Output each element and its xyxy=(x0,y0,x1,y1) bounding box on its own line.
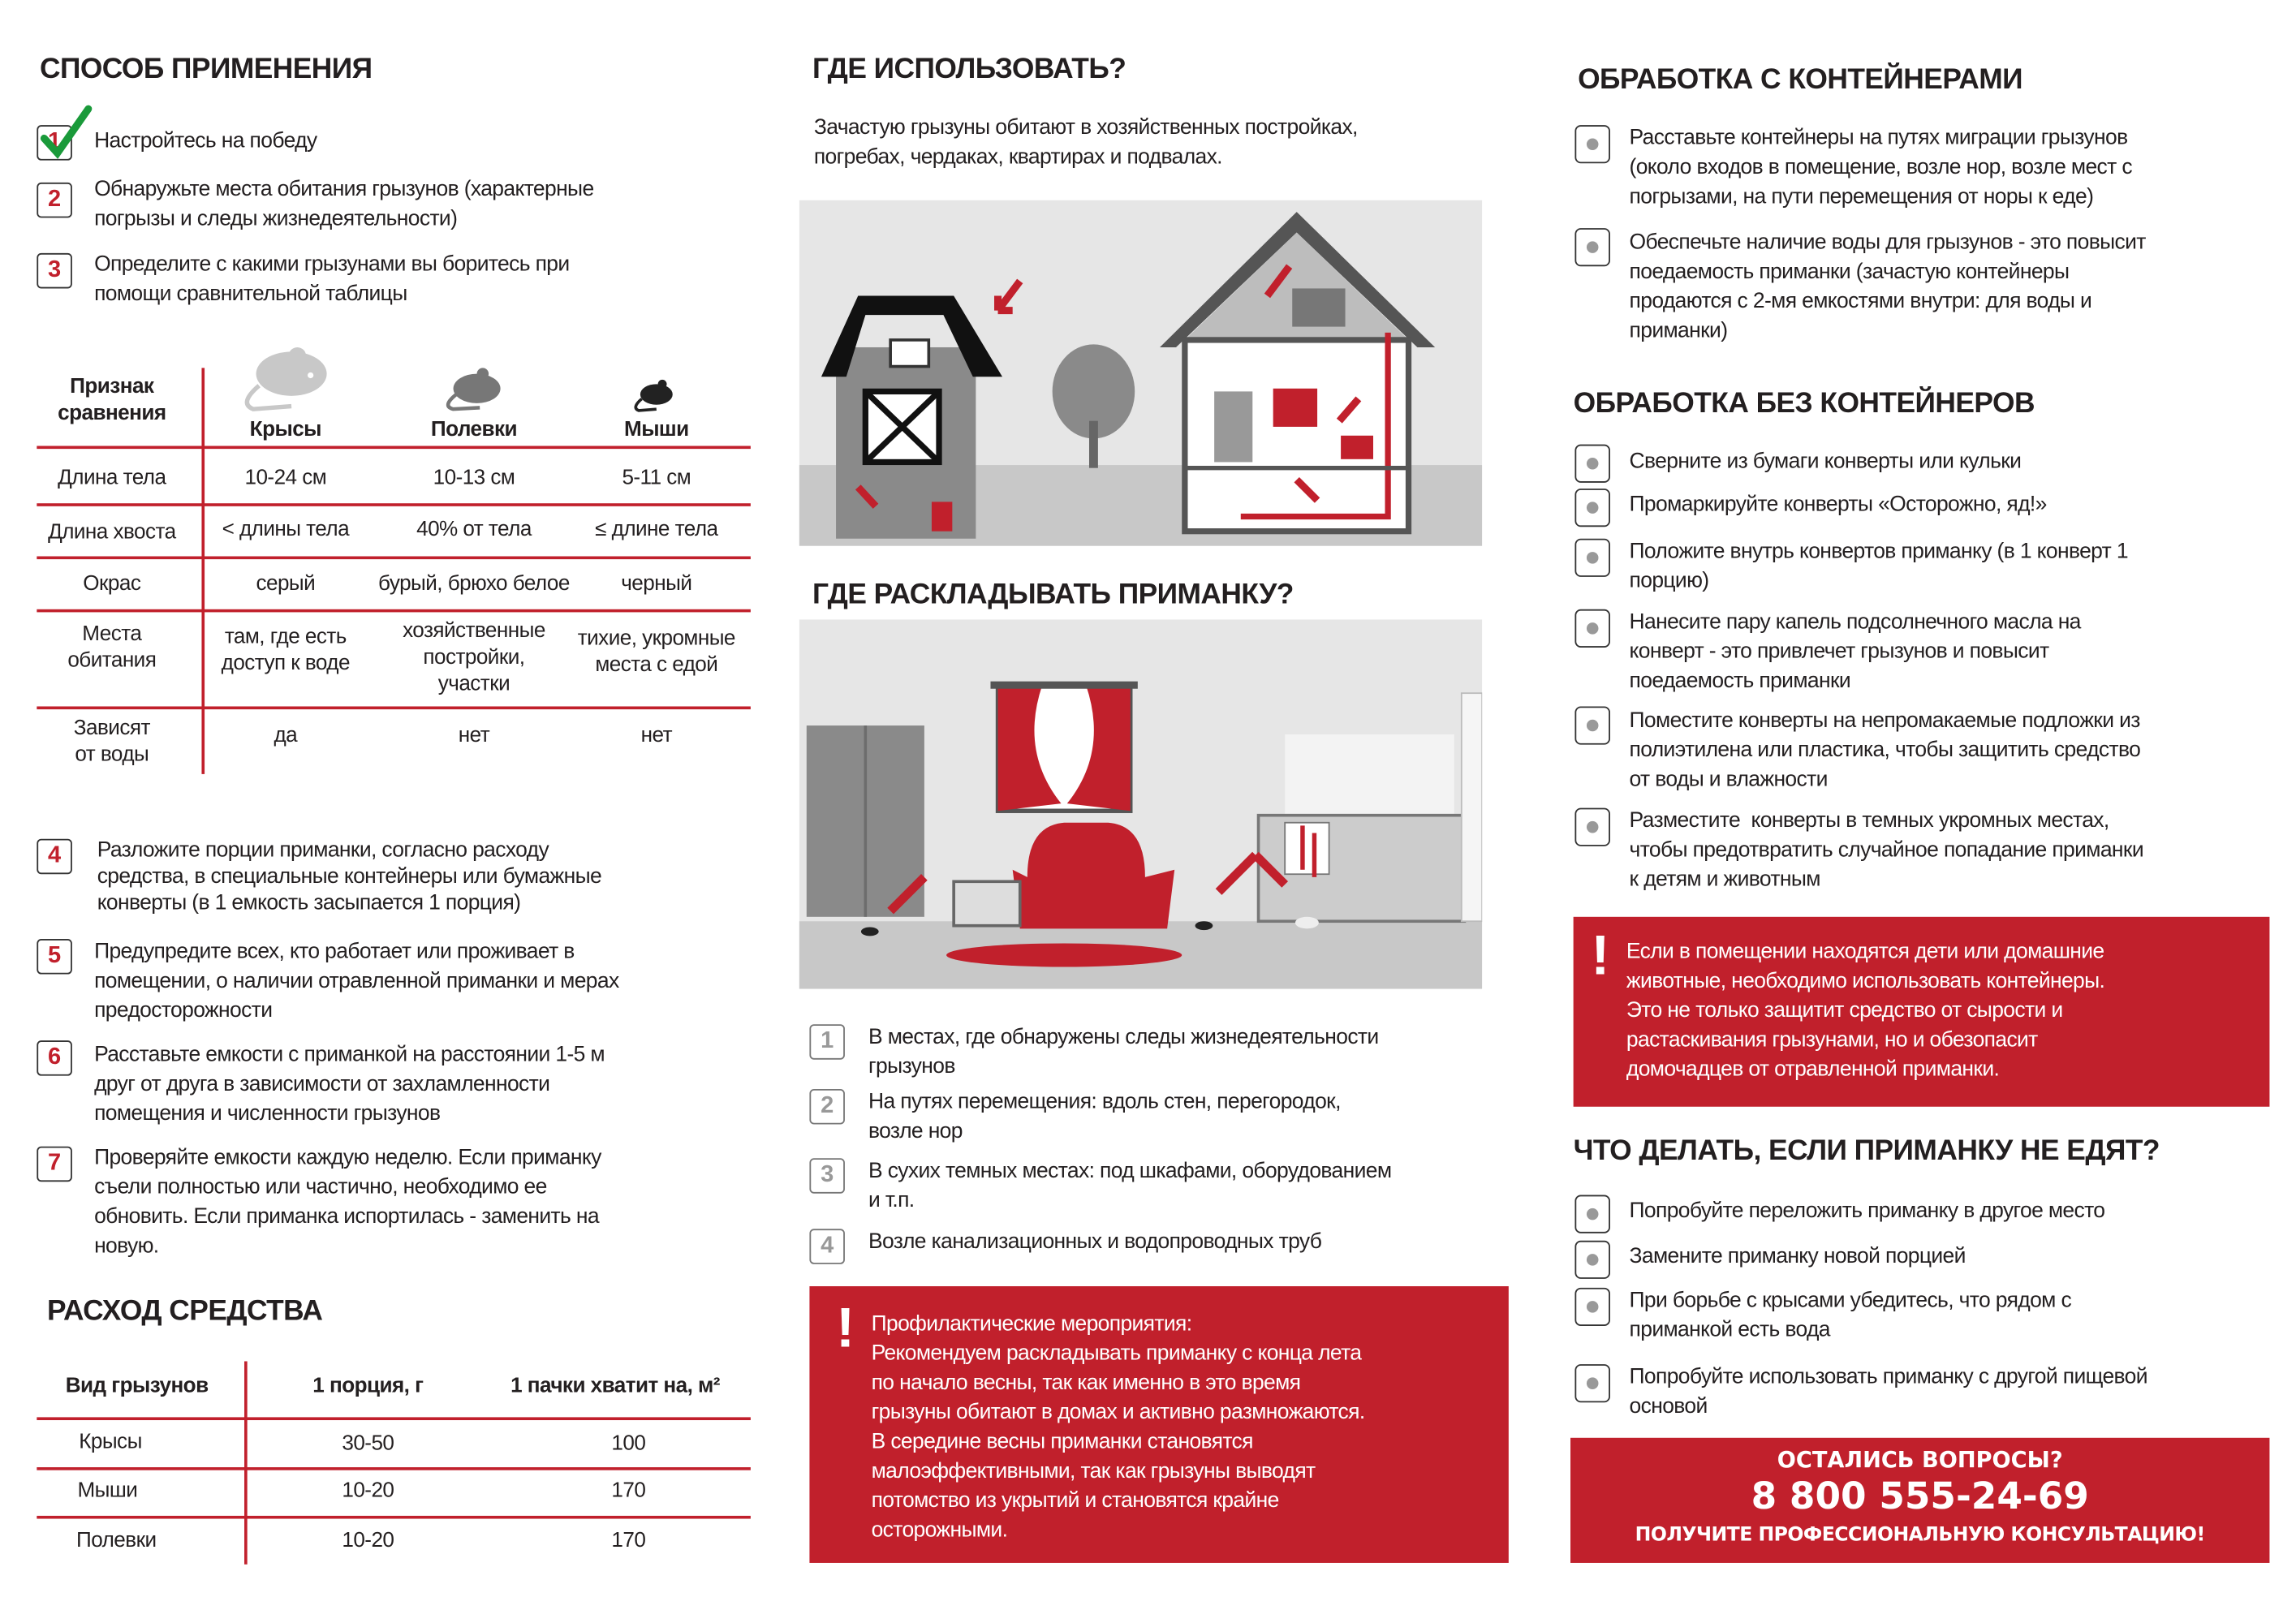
step-text: Разложите порции приманки, согласно расходу средства, в специальные контейнеры или бумажные конверты (в 1 емкость засыпается 1 порция) xyxy=(97,838,602,915)
prevention-notice xyxy=(809,1286,1508,1563)
step-number: 2 xyxy=(37,183,72,218)
bullet-icon xyxy=(1574,808,1610,846)
table-cell: 10-20 xyxy=(342,1479,394,1503)
children-pets-notice xyxy=(1574,917,2270,1107)
table-col-header: Мыши xyxy=(623,418,689,442)
mouse-icon xyxy=(627,377,687,418)
place-number: 4 xyxy=(809,1229,845,1264)
table-col-header: 1 пачки хватит на, м² xyxy=(510,1374,720,1398)
table-cell: черный xyxy=(621,572,692,596)
table-col-header: Вид грызунов xyxy=(65,1374,209,1398)
step-text: Определите с какими грызунами вы боритесь при помощи сравнительной таблицы xyxy=(94,252,570,307)
bullet-text: Разместите конверты в темных укромных местах, чтобы предотвратить случайное попадание приманки к детям и животным xyxy=(1629,809,2143,892)
bullet-icon xyxy=(1574,1241,1610,1279)
table-col-header: 1 порция, г xyxy=(312,1374,424,1398)
bullet-text: Расставьте контейнеры на путях миграции грызунов (около входов в помещение, возле нор, возле мест с погрызами, на пути перемещения от норы к еде) xyxy=(1629,126,2132,209)
table-cell: 10-24 см xyxy=(244,466,327,490)
bullet-icon xyxy=(1574,125,1610,163)
table-cell: Мыши xyxy=(77,1479,138,1503)
row-label: Места обитания xyxy=(67,622,157,673)
bullet-text: Попробуйте переложить приманку в другое место xyxy=(1629,1199,2105,1224)
table-cell: Крысы xyxy=(79,1430,142,1454)
bullet-icon xyxy=(1574,1364,1610,1402)
step-text: Предупредите всех, кто работает или проживает в помещении, о наличии отравленной приманки и мерах предосторожности xyxy=(94,940,619,1023)
step-number: 1 xyxy=(37,125,72,161)
step-text: Обнаружьте места обитания грызунов (характерные погрызы и следы жизнедеятельности) xyxy=(94,178,594,231)
table-header-label: Признак сравнения xyxy=(58,375,166,426)
room-illustration xyxy=(799,619,1482,988)
table-cell: 170 xyxy=(611,1529,646,1553)
vole-icon xyxy=(438,365,512,415)
bullet-icon xyxy=(1574,228,1610,266)
table-col-header: Полевки xyxy=(430,418,518,442)
contact-cta: ПОЛУЧИТЕ ПРОФЕССИОНАЛЬНУЮ КОНСУЛЬТАЦИЮ! xyxy=(1635,1524,2205,1547)
bullet-text: Обеспечьте наличие воды для грызунов - это повысит поедаемость приманки (зачастую контейнеры продаются с 2-мя емкостями внутри: для воды и приманки) xyxy=(1629,230,2146,343)
step-text: Проверяйте емкости каждую неделю. Если приманку съели полностью или частично, необходимо ее обновить. Если приманка испортилась - заменить на новую. xyxy=(94,1146,601,1259)
bullet-text: При борьбе с крысами убедитесь, что рядом с приманкой есть вода xyxy=(1629,1289,2072,1342)
bullet-text: Попробуйте использовать приманку с другой пищевой основой xyxy=(1629,1365,2147,1419)
bullet-text: Поместите конверты на непромакаемые подложки из полиэтилена или пластика, чтобы защитить средство от воды и влажности xyxy=(1629,709,2141,792)
bullet-icon xyxy=(1574,489,1610,527)
contact-question: ОСТАЛИСЬ ВОПРОСЫ? xyxy=(1777,1446,2063,1474)
place-text: В местах, где обнаружены следы жизнедеятельности грызунов xyxy=(868,1026,1379,1079)
step-text: Расставьте емкости с приманкой на расстоянии 1-5 м друг от друга в зависимости от захламленности помещения и численности грызунов xyxy=(94,1043,605,1126)
place-number: 2 xyxy=(809,1089,845,1125)
row-label: Зависят от воды xyxy=(73,717,150,767)
table-cell: нет xyxy=(458,724,490,748)
table-cell: 5-11 см xyxy=(622,466,691,490)
table-cell: 170 xyxy=(611,1479,646,1503)
place-number: 1 xyxy=(809,1024,845,1060)
checkmark-icon xyxy=(36,103,95,162)
bullet-icon xyxy=(1574,539,1610,577)
table-cell: нет xyxy=(640,724,673,748)
table-cell: 40% от тела xyxy=(416,518,532,542)
place-text: В сухих темных местах: под шкафами, оборудованием и т.п. xyxy=(868,1160,1392,1213)
bullet-text: Сверните из бумаги конверты или кульки xyxy=(1629,450,2022,474)
place-number: 3 xyxy=(809,1158,845,1194)
step-number: 6 xyxy=(37,1040,72,1076)
bullet-icon xyxy=(1574,1195,1610,1233)
table-cell: серый xyxy=(256,572,316,596)
table-cell: бурый, брюхо белое xyxy=(378,572,570,596)
table-cell: да xyxy=(274,724,298,748)
row-label: Длина тела xyxy=(58,466,166,490)
prevention-text: Профилактические мероприятия: Рекомендуем раскладывать приманку с конца лета по начало весны, так как именно в это время грызуны обитают в домах и активно размножаются. В середине весны приманки становятся малоэффективными, так как грызуны выводят потомство из укрытий и становятся крайне осторожными. xyxy=(871,1312,1365,1543)
table-cell: ≤ длине тела xyxy=(595,518,718,542)
warning-icon: ! xyxy=(1591,925,1610,988)
where-place-title: ГДЕ РАСКЛАДЫВАТЬ ПРИМАНКУ? xyxy=(812,578,1294,611)
table-cell: Полевки xyxy=(76,1529,157,1553)
usage-title: СПОСОБ ПРИМЕНЕНИЯ xyxy=(39,53,373,86)
table-cell: тихие, укромные места с едой xyxy=(577,626,735,678)
table-cell: < длины тела xyxy=(222,518,350,542)
table-cell: 100 xyxy=(611,1431,646,1456)
step-text: Настройтесь на победу xyxy=(94,129,317,153)
contact-banner xyxy=(1570,1438,2269,1563)
bullet-text: Нанесите пару капель подсолнечного масла на конверт - это привлечет грызунов и повысит поедаемость приманки xyxy=(1629,610,2081,694)
rat-icon xyxy=(233,344,336,418)
table-col-header: Крысы xyxy=(249,418,321,442)
where-use-title: ГДЕ ИСПОЛЬЗОВАТЬ? xyxy=(812,53,1126,86)
bullet-icon xyxy=(1574,706,1610,744)
table-cell: 30-50 xyxy=(342,1431,394,1456)
place-text: Возле канализационных и водопроводных труб xyxy=(868,1230,1322,1255)
without-containers-title: ОБРАБОТКА БЕЗ КОНТЕЙНЕРОВ xyxy=(1573,386,2035,420)
not-eating-title: ЧТО ДЕЛАТЬ, ЕСЛИ ПРИМАНКУ НЕ ЕДЯТ? xyxy=(1573,1134,2160,1168)
table-cell: 10-13 см xyxy=(433,466,515,490)
bullet-icon xyxy=(1574,609,1610,648)
row-label: Окрас xyxy=(83,572,141,596)
where-use-text: Зачастую грызуны обитают в хозяйственных постройках, погребах, чердаках, квартирах и подвалах. xyxy=(813,116,1358,170)
bullet-icon xyxy=(1574,445,1610,483)
table-cell: там, где есть доступ к воде xyxy=(221,625,350,676)
bullet-icon xyxy=(1574,1288,1610,1326)
step-number: 5 xyxy=(37,939,72,975)
step-number: 4 xyxy=(37,839,72,875)
table-cell: хозяйственные постройки, участки xyxy=(403,619,545,696)
bullet-text: Замените приманку новой порцией xyxy=(1629,1245,1966,1269)
step-number: 7 xyxy=(37,1147,72,1182)
step-number: 3 xyxy=(37,253,72,289)
with-containers-title: ОБРАБОТКА С КОНТЕЙНЕРАМИ xyxy=(1578,62,2023,96)
consumption-title: РАСХОД СРЕДСТВА xyxy=(47,1294,323,1328)
buildings-illustration xyxy=(799,200,1482,546)
bullet-text: Промаркируйте конверты «Осторожно, яд!» xyxy=(1629,493,2047,517)
place-text: На путях перемещения: вдоль стен, перегородок, возле нор xyxy=(868,1090,1341,1144)
bullet-text: Положите внутрь конвертов приманку (в 1 конверт 1 порцию) xyxy=(1629,540,2128,593)
warning-icon: ! xyxy=(836,1298,855,1360)
table-cell: 10-20 xyxy=(342,1529,394,1553)
children-pets-text: Если в помещении находятся дети или домашние животные, необходимо использовать контейнеры. Это не только защитит средство от сырости и растаскивания грызунами, но и обезопасит домочадцев от отравленной приманки. xyxy=(1626,940,2105,1082)
contact-phone[interactable]: 8 800 555-24-69 xyxy=(1751,1474,2089,1518)
row-label: Длина хвоста xyxy=(48,520,176,545)
